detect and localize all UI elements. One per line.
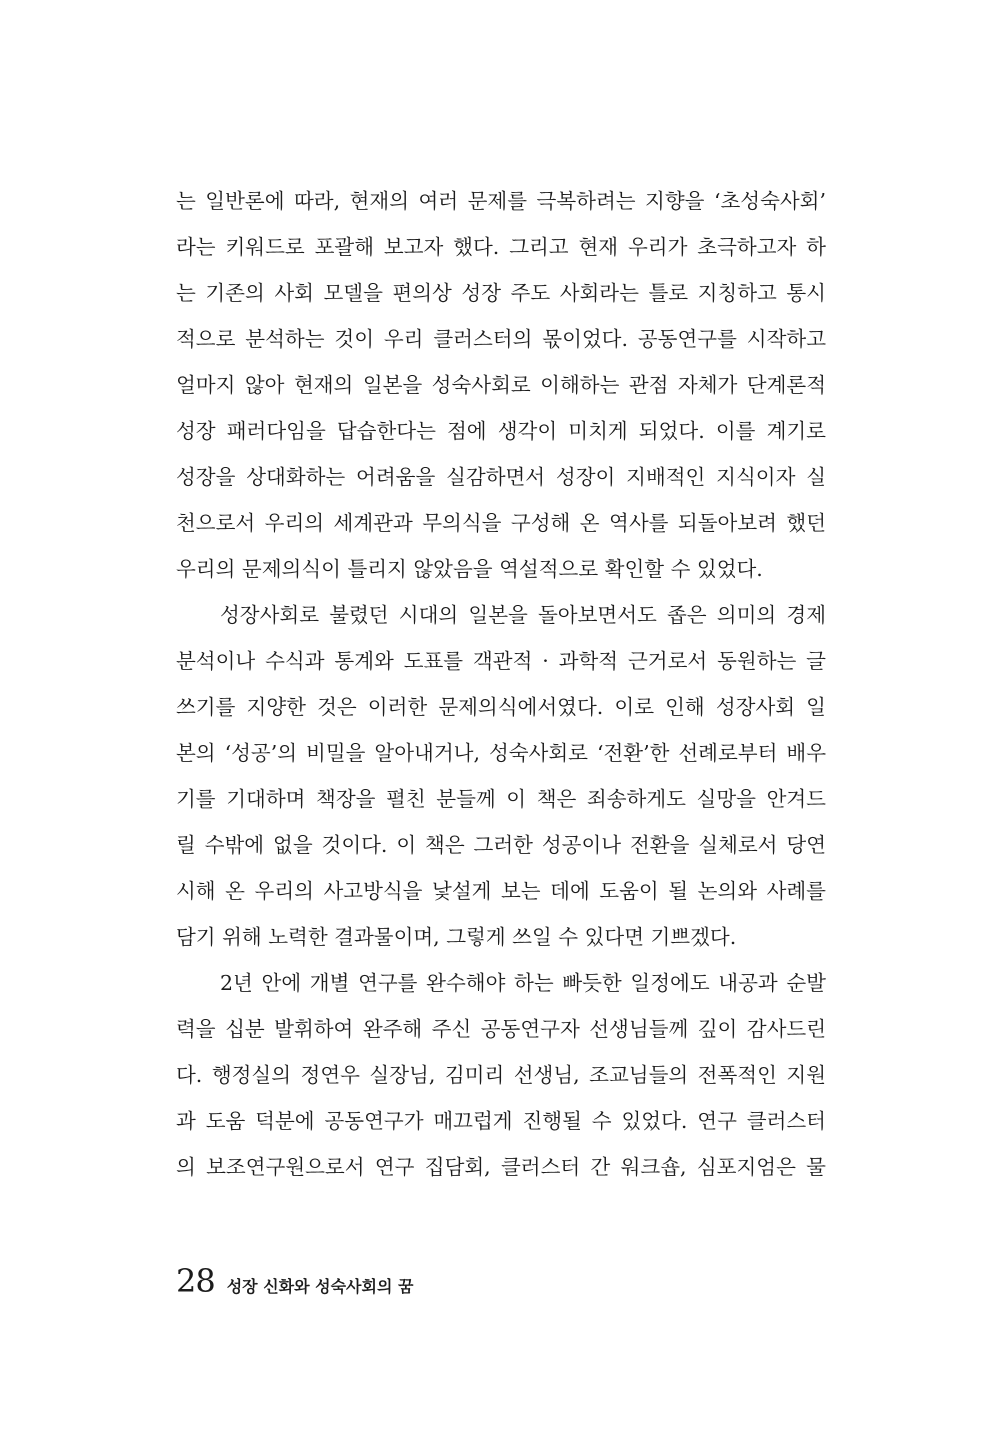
text-line: 성장을 상대화하는 어려움을 실감하면서 성장이 지배적인 지식이자 실 xyxy=(176,465,826,489)
page-footer xyxy=(176,1262,413,1300)
text-line: 2년 안에 개별 연구를 완수해야 하는 빠듯한 일정에도 내공과 순발 xyxy=(220,971,826,995)
text-line: 우리의 문제의식이 틀리지 않았음을 역설적으로 확인할 수 있었다. xyxy=(176,557,763,581)
running-title: 성장 신화와 성숙사회의 꿈 xyxy=(226,1277,414,1296)
text-line: 성장 패러다임을 답습한다는 점에 생각이 미치게 되었다. 이를 계기로 xyxy=(176,419,826,443)
text-line: 본의 ‘성공’의 비밀을 알아내거나, 성숙사회로 ‘전환’한 선례로부터 배우 xyxy=(176,741,826,765)
text-line: 다. 행정실의 정연우 실장님, 김미리 선생님, 조교님들의 전폭적인 지원 xyxy=(176,1063,826,1087)
text-line: 담기 위해 노력한 결과물이며, 그렇게 쓰일 수 있다면 기쁘겠다. xyxy=(176,925,737,949)
text-line: 는 기존의 사회 모델을 편의상 성장 주도 사회라는 틀로 지칭하고 통시 xyxy=(176,281,826,305)
text-line: 력을 십분 발휘하여 완주해 주신 공동연구자 선생님들께 깊이 감사드린 xyxy=(176,1017,826,1041)
text-line: 성장사회로 불렸던 시대의 일본을 돌아보면서도 좁은 의미의 경제 xyxy=(220,603,826,627)
text-line: 얼마지 않아 현재의 일본을 성숙사회로 이해하는 관점 자체가 단계론적 xyxy=(176,373,826,397)
text-line: 과 도움 덕분에 공동연구가 매끄럽게 진행될 수 있었다. 연구 클러스터 xyxy=(176,1109,826,1133)
text-line: 는 일반론에 따라, 현재의 여러 문제를 극복하려는 지향을 ‘초성숙사회’ xyxy=(176,189,826,213)
text-line: 분석이나 수식과 통계와 도표를 객관적 · 과학적 근거로서 동원하는 글 xyxy=(176,649,826,673)
page-number: 28 xyxy=(176,1262,215,1300)
text-line: 쓰기를 지양한 것은 이러한 문제의식에서였다. 이로 인해 성장사회 일 xyxy=(176,695,826,719)
text-line: 적으로 분석하는 것이 우리 클러스터의 몫이었다. 공동연구를 시작하고 xyxy=(176,327,826,351)
text-line: 천으로서 우리의 세계관과 무의식을 구성해 온 역사를 되돌아보려 했던 xyxy=(176,511,826,535)
text-line: 의 보조연구원으로서 연구 집담회, 클러스터 간 워크숍, 심포지엄은 물 xyxy=(176,1155,826,1179)
text-line: 시해 온 우리의 사고방식을 낯설게 보는 데에 도움이 될 논의와 사례를 xyxy=(176,879,826,903)
text-line: 기를 기대하며 책장을 펼친 분들께 이 책은 죄송하게도 실망을 안겨드 xyxy=(176,787,826,811)
text-line: 릴 수밖에 없을 것이다. 이 책은 그러한 성공이나 전환을 실체로서 당연 xyxy=(176,833,826,857)
body-text xyxy=(176,178,826,1190)
text-line: 라는 키워드로 포괄해 보고자 했다. 그리고 현재 우리가 초극하고자 하 xyxy=(176,235,826,259)
